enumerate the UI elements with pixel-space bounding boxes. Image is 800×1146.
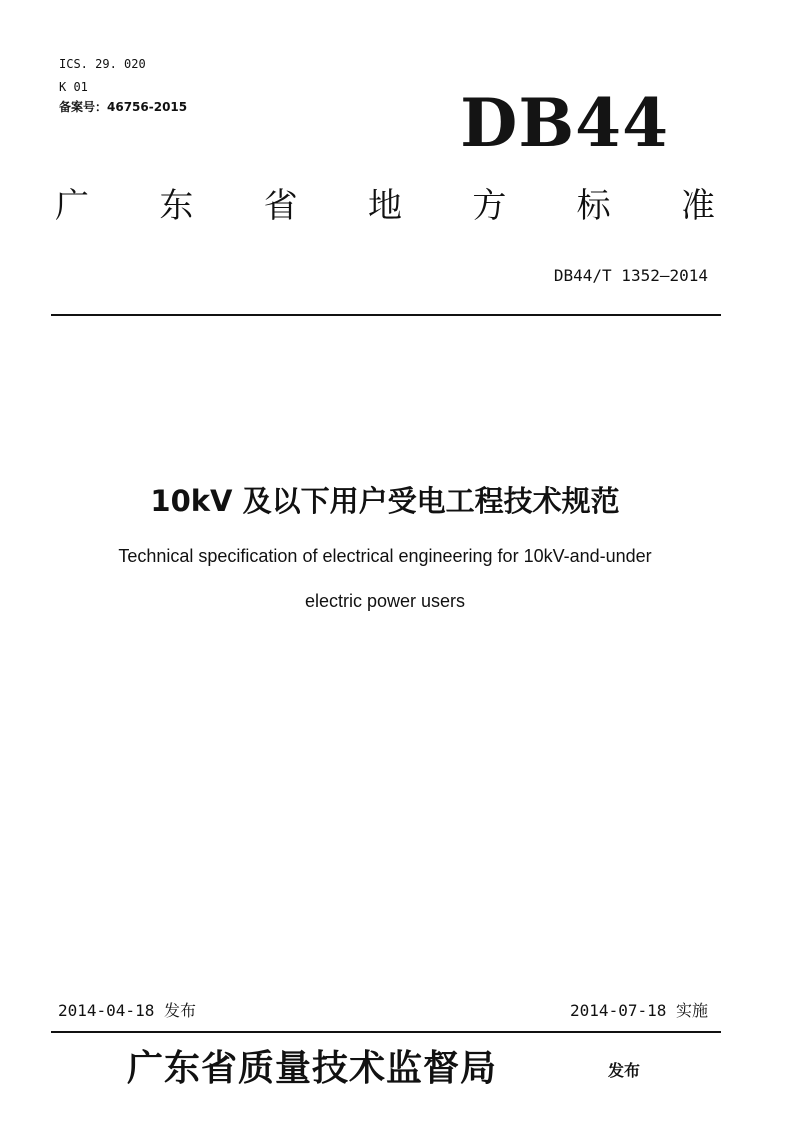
title-chinese: 10kV 及以下用户受电工程技术规范 [150, 484, 620, 518]
standard-level-char: 省 [263, 186, 298, 226]
implement-date: 2014-07-18 实施 [570, 1001, 708, 1020]
publish-date: 2014-04-18 发布 [58, 1001, 196, 1020]
standard-level-char: 地 [367, 186, 402, 226]
standard-level-title [55, 186, 715, 226]
standard-level-char: 标 [576, 186, 611, 226]
title-english-line2: electric power users [304, 591, 466, 611]
standard-level-char: 方 [472, 186, 507, 226]
standard-level-char: 广 [55, 186, 89, 226]
issuer-suffix: 发布 [608, 1061, 641, 1080]
issuer-name: 广东省质量技术监督局 [127, 1047, 498, 1089]
ics-code: ICS. 29. 020 [59, 57, 146, 71]
record-number: 备案号：46756-2015 [59, 100, 188, 114]
bottom-divider [51, 1031, 721, 1033]
standard-number: DB44/T 1352—2014 [553, 266, 708, 285]
title-english-line1: Technical specification of electrical engineering for 10kV-and-under [118, 546, 652, 566]
standard-level-char: 准 [680, 186, 715, 226]
standard-level-char: 东 [159, 186, 194, 226]
db44-logo: DB44 [460, 84, 669, 162]
top-divider [51, 314, 721, 316]
classification-code: K 01 [59, 80, 88, 94]
